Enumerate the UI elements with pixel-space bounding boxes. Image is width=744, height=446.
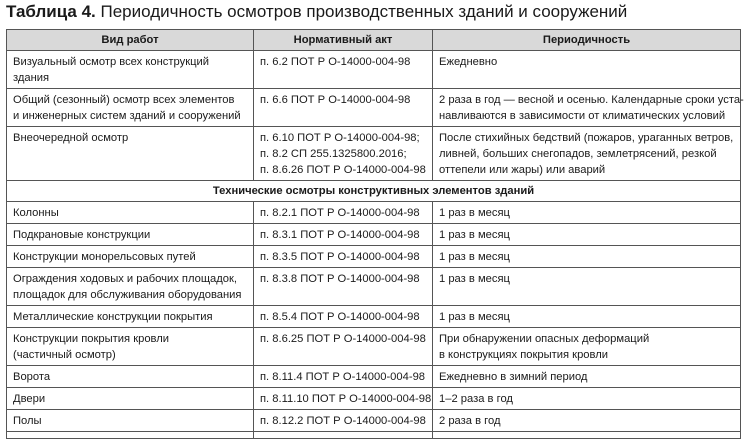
cell-regulation <box>254 388 433 410</box>
cell-periodicity <box>433 268 741 306</box>
cell-regulation <box>254 410 433 432</box>
cell-periodicity-line: При обнаружении опасных деформаций <box>439 333 650 345</box>
table-row <box>7 410 741 432</box>
cell-periodicity-line: 2 раза в год <box>439 415 501 427</box>
table-row <box>7 51 741 89</box>
cell-work-type <box>7 127 254 181</box>
cell-regulation-line: п. 8.3.1 ПОТ Р О-14000-004-98 <box>260 229 420 241</box>
cell-regulation <box>254 127 433 181</box>
cell-work-type <box>7 388 254 410</box>
cell-periodicity <box>433 388 741 410</box>
cell-work-type-line: Ворота <box>13 371 51 383</box>
header-periodicity: Периодичность <box>433 30 741 51</box>
truncated-row <box>7 432 741 439</box>
cell-periodicity <box>433 51 741 89</box>
cell-periodicity-line: 1 раз в месяц <box>439 311 510 323</box>
caption-label: Таблица 4. <box>6 2 96 21</box>
cell-work-type <box>7 51 254 89</box>
cell-regulation-line: п. 8.12.2 ПОТ Р О-14000-004-98 <box>260 415 426 427</box>
cell-work-type-line: (частичный осмотр) <box>13 349 116 361</box>
cell-periodicity-line: Ежедневно <box>439 56 498 68</box>
cell-regulation <box>254 202 433 224</box>
cell-regulation-line: п. 8.6.25 ПОТ Р О-14000-004-98 <box>260 333 426 345</box>
cell-periodicity-line: 1–2 раза в год <box>439 393 513 405</box>
table-row <box>7 224 741 246</box>
cell-work-type-line: здания <box>13 72 50 84</box>
cell-regulation <box>254 89 433 127</box>
cell-periodicity <box>433 410 741 432</box>
header-regulation: Нормативный акт <box>254 30 433 51</box>
cell-work-type <box>7 202 254 224</box>
section-header <box>7 181 741 202</box>
cell-work-type-line: Конструкции покрытия кровли <box>13 333 170 345</box>
cell-regulation <box>254 51 433 89</box>
cell-work-type-line: Общий (сезонный) осмотр всех элементов <box>13 94 235 106</box>
cell-periodicity <box>433 306 741 328</box>
cell-work-type <box>7 224 254 246</box>
cell-periodicity-line: Ежедневно в зимний период <box>439 371 588 383</box>
header-work-type: Вид работ <box>7 30 254 51</box>
cell-work-type-line: Колонны <box>13 207 59 219</box>
cell-work-type-line: Металлические конструкции покрытия <box>13 311 213 323</box>
cell-work-type-line: площадок для обслуживания оборудования <box>13 289 242 301</box>
cell-work-type-line: Конструкции монорельсовых путей <box>13 251 196 263</box>
cell-periodicity-line: навливаются в зависимости от климатических условий <box>439 110 726 122</box>
cell-regulation-line: п. 8.3.8 ПОТ Р О-14000-004-98 <box>260 273 420 285</box>
table-row <box>7 366 741 388</box>
table-row <box>7 306 741 328</box>
cell-regulation <box>254 224 433 246</box>
table-row <box>7 268 741 306</box>
cell-regulation-line: п. 8.5.4 ПОТ Р О-14000-004-98 <box>260 311 420 323</box>
table-row <box>7 89 741 127</box>
cell-work-type-line: Полы <box>13 415 42 427</box>
cell-regulation <box>254 328 433 366</box>
cell-periodicity-line: 1 раз в месяц <box>439 207 510 219</box>
cell-periodicity-line: ливней, больших снегопадов, землетрясений, резкой <box>439 148 717 160</box>
cell-periodicity <box>433 328 741 366</box>
cell-periodicity <box>433 246 741 268</box>
table-row <box>7 328 741 366</box>
cell-periodicity-line: 2 раза в год — весной и осенью. Календарные сроки уста- <box>439 94 744 106</box>
cell-periodicity-line: оттепели или жары) или аварий <box>439 164 606 176</box>
cell-periodicity <box>433 89 744 127</box>
table-caption <box>6 0 627 26</box>
section-title: Технические осмотры конструктивных элементов зданий <box>7 181 741 202</box>
table-row <box>7 388 741 410</box>
cell-periodicity-line: в конструкциях покрытия кровли <box>439 349 608 361</box>
table-row-partial <box>7 432 741 439</box>
cell-work-type-line: Подкрановые конструкции <box>13 229 151 241</box>
caption-text: Периодичность осмотров производственных зданий и сооружений <box>100 2 628 21</box>
cell-work-type <box>7 306 254 328</box>
cell-periodicity-line: 1 раз в месяц <box>439 229 510 241</box>
cell-periodicity <box>433 366 741 388</box>
cell-work-type <box>7 410 254 432</box>
cell-regulation <box>254 366 433 388</box>
technical-rows <box>7 202 741 432</box>
cell-regulation-line: п. 8.6.26 ПОТ Р О-14000-004-98 <box>260 164 426 176</box>
cell-regulation-line: п. 6.2 ПОТ Р О-14000-004-98 <box>260 56 411 68</box>
cell-work-type <box>7 89 254 127</box>
cell-regulation <box>254 246 433 268</box>
cell-regulation-line: п. 8.2 СП 255.1325800.2016; <box>260 148 407 160</box>
cell-periodicity-line: 1 раз в месяц <box>439 251 510 263</box>
section-row <box>7 181 741 202</box>
cell-work-type-line: Двери <box>13 393 46 405</box>
cell-regulation-line: п. 8.2.1 ПОТ Р О-14000-004-98 <box>260 207 420 219</box>
cell-work-type <box>7 268 254 306</box>
cell-work-type-line: и инженерных систем зданий и сооружений <box>13 110 241 122</box>
cell-work-type-line: Визуальный осмотр всех конструкций <box>13 56 209 68</box>
table-row <box>7 202 741 224</box>
cell-regulation-line: п. 6.6 ПОТ Р О-14000-004-98 <box>260 94 411 106</box>
cell-periodicity <box>433 127 741 181</box>
cell-regulation-line: п. 6.10 ПОТ Р О-14000-004-98; <box>260 132 420 144</box>
cell-work-type-line: Внеочередной осмотр <box>13 132 129 144</box>
table-row <box>7 246 741 268</box>
cell-regulation-line: п. 8.3.5 ПОТ Р О-14000-004-98 <box>260 251 420 263</box>
inspection-table <box>6 29 744 439</box>
cell-work-type <box>7 246 254 268</box>
cell-regulation-line: п. 8.11.4 ПОТ Р О-14000-004-98 <box>260 371 426 383</box>
table-row <box>7 127 741 181</box>
cell-periodicity-line: После стихийных бедствий (пожаров, ураганных ветров, <box>439 132 734 144</box>
cell-work-type-line: Ограждения ходовых и рабочих площадок, <box>13 273 238 285</box>
cell-periodicity <box>433 202 741 224</box>
cell-periodicity <box>433 224 741 246</box>
cell-work-type <box>7 328 254 366</box>
cell-periodicity-line: 1 раз в месяц <box>439 273 510 285</box>
cell-regulation <box>254 306 433 328</box>
cell-regulation-line: п. 8.11.10 ПОТ Р О-14000-004-98 <box>260 393 432 405</box>
cell-regulation <box>254 268 433 306</box>
general-rows <box>7 51 744 181</box>
cell-work-type <box>7 366 254 388</box>
header-row <box>7 30 741 51</box>
